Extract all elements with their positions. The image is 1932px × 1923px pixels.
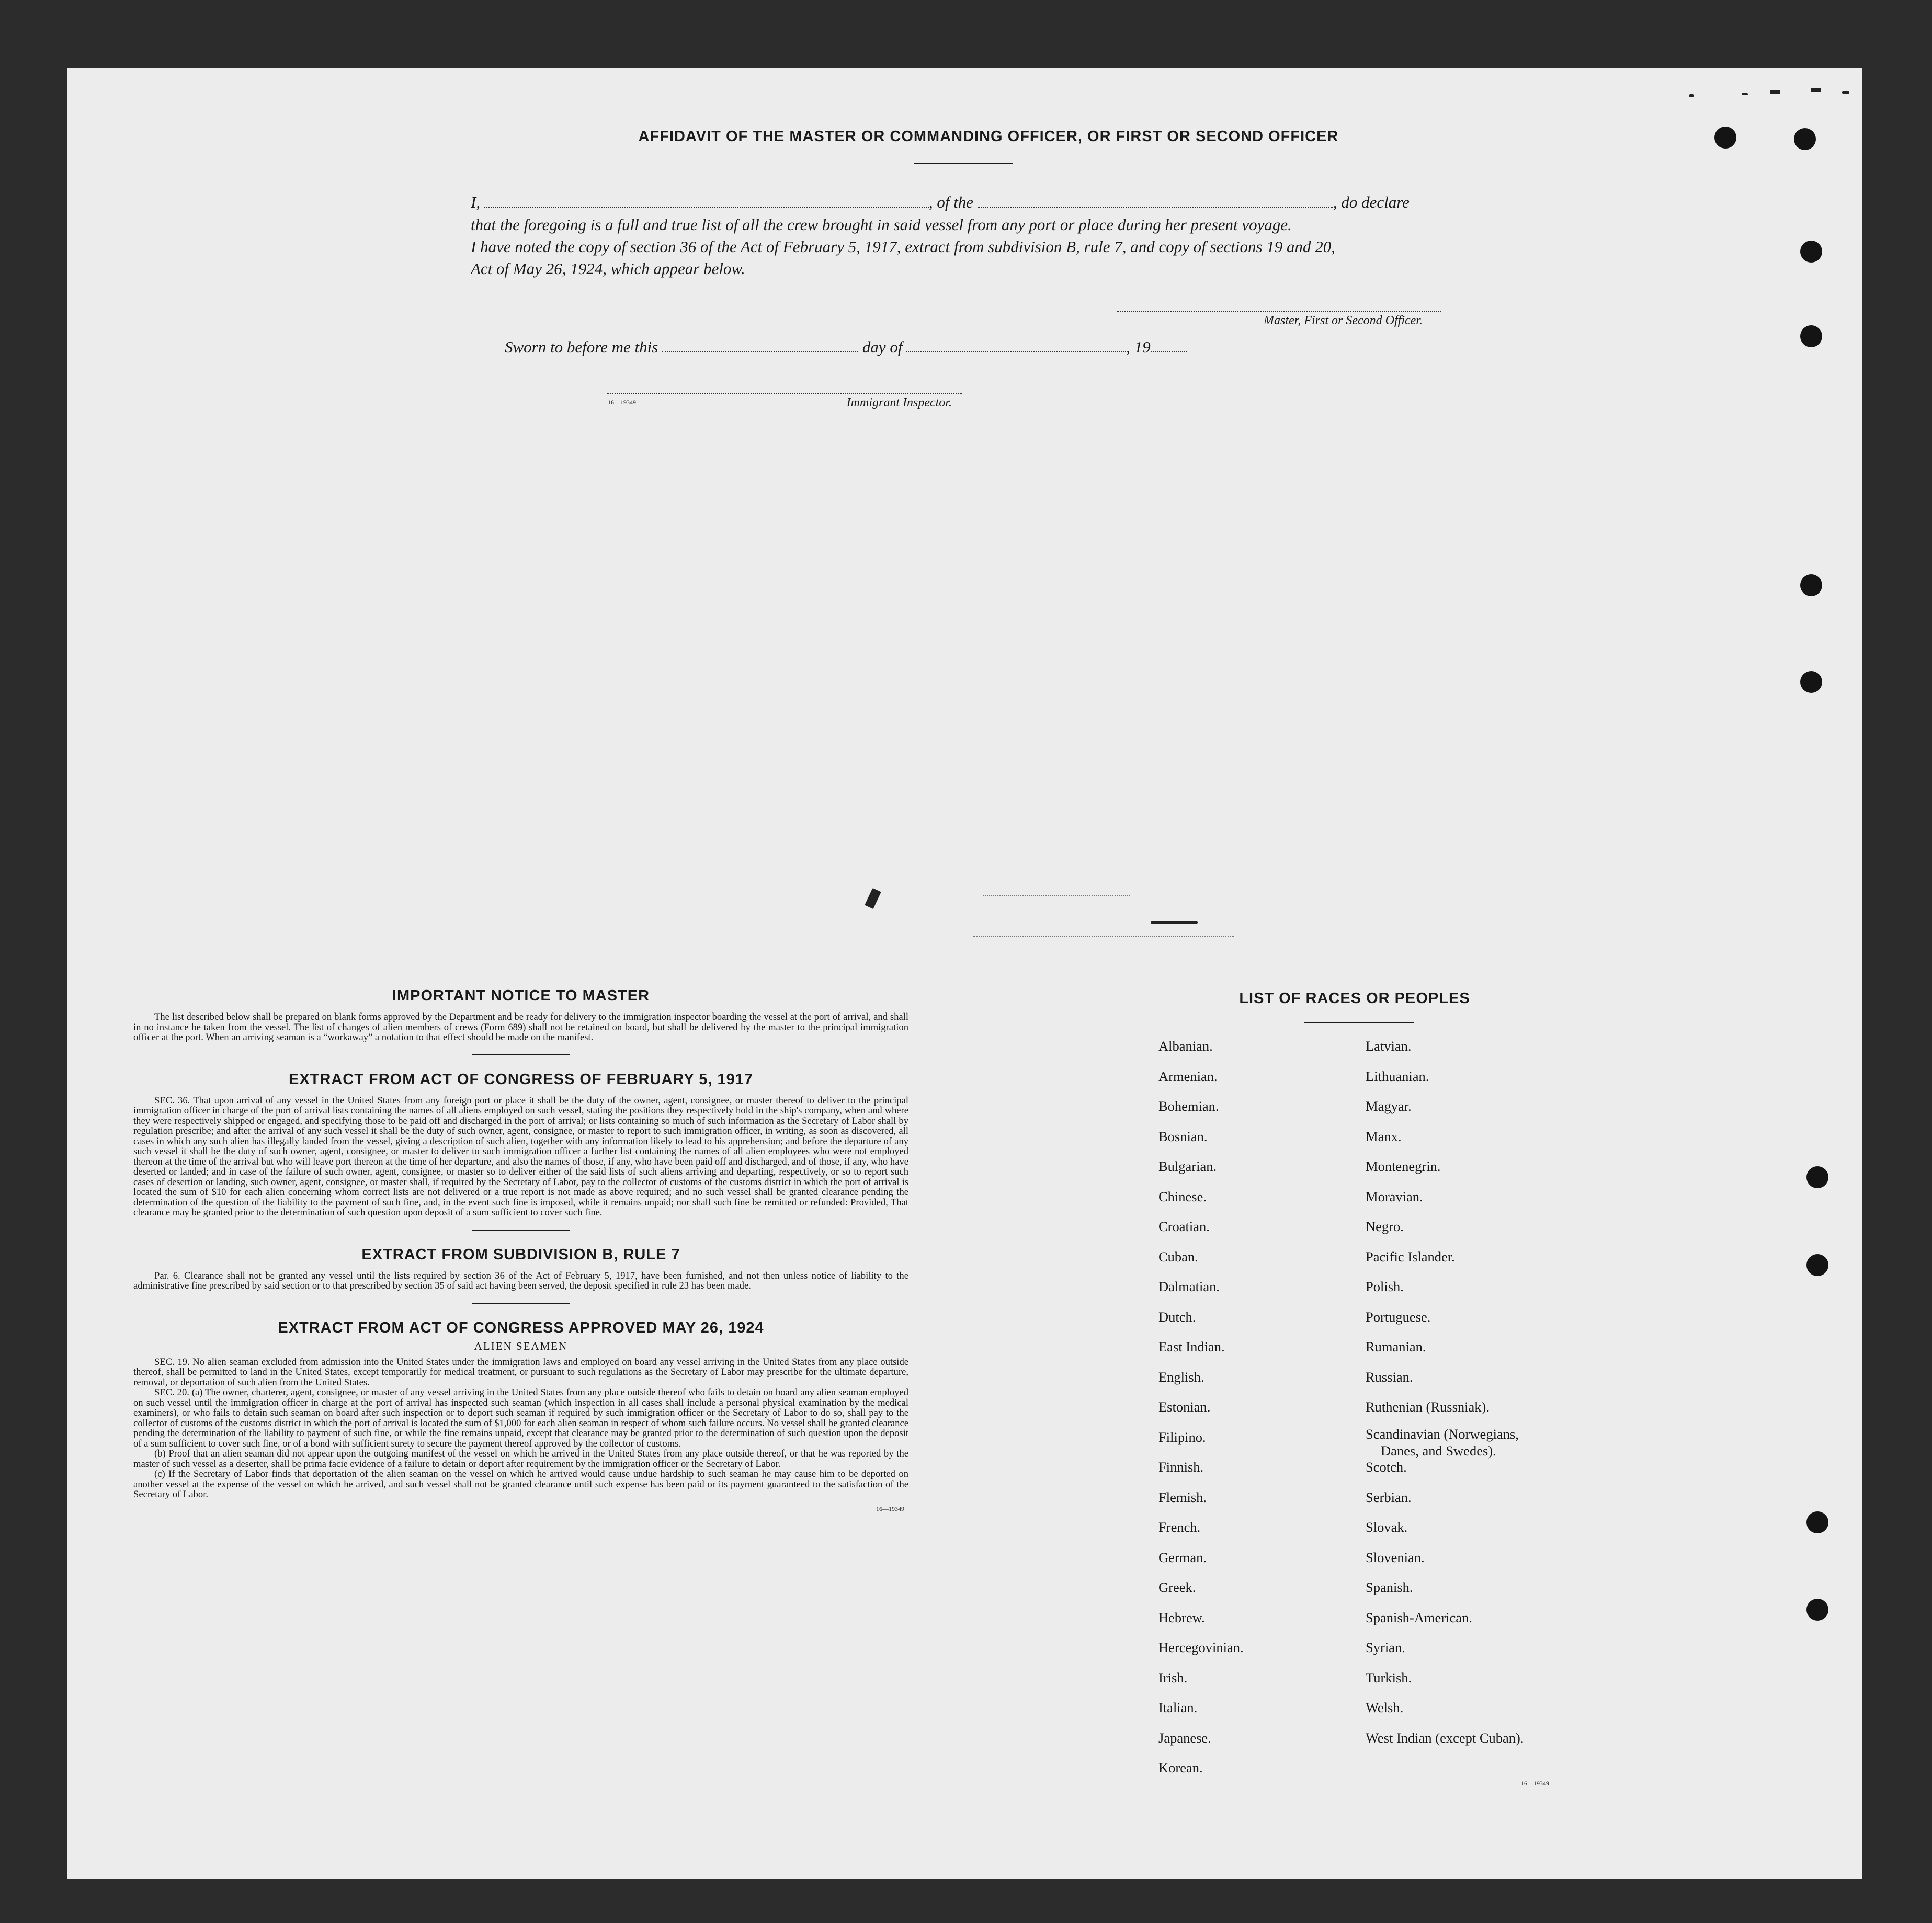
race-item: Turkish. [1366,1669,1412,1686]
race-item: Irish. [1158,1669,1188,1686]
section-rule [472,1303,570,1304]
notice-body [133,1012,908,1043]
signature-blank[interactable] [1117,311,1441,312]
race-item: Flemish. [1158,1489,1207,1505]
race-item: Japanese. [1158,1729,1211,1746]
race-item: Dalmatian. [1158,1279,1220,1294]
regulations-column [133,987,908,1513]
race-item: West Indian (except Cuban). [1366,1729,1524,1746]
title-rule [914,163,1013,164]
race-item: Moravian. [1366,1188,1423,1204]
declarant-name-blank[interactable] [484,194,929,208]
extract-1917-title: EXTRACT FROM ACT OF CONGRESS OF FEBRUARY 5, 1917 [288,1071,754,1088]
sec-20b-paragraph: (b) Proof that an alien seaman did not appear upon the outgoing manifest of the vessel on which he arrived in the United States from any place outside thereof, or that he was reported by the master of such vessel as a deserter, shall be prima facie evidence of a failure to detain or deport after requirement by the immigration officer or the Secretary of Labor. [133,1448,908,1470]
form-number: 16—19349 [1521,1780,1549,1787]
punch-hole [1806,1166,1828,1188]
notice-paragraph: The list described below shall be prepared on blank forms approved by the Department and be ready for delivery to the immigration inspector boarding the vessel at the port of arrival, and shall in no instance be taken from the vessel. The list of changes of alien members of crews (Form 689) shall not be retained on board, but shall be delivered by the master to the principal immigration officer at the port. When an arriving seaman is a “workaway” a notation to that effect should be made on the manifest. [133,1011,908,1043]
race-item: Manx. [1366,1128,1402,1144]
race-item: English. [1158,1369,1204,1385]
sec-20c-paragraph: (c) If the Secretary of Labor finds that deportation of the alien seaman on the vessel on which he arrived would cause undue hardship to such seaman he may cause him to be deported on another vessel at the expense of the vessel on which he arrived, and such vessel shall not be granted clearance until such expense has been paid or its payment guaranteed to the satisfaction of the Secretary of Labor. [133,1469,908,1500]
sworn-month-blank[interactable] [906,339,1126,352]
race-item: Polish. [1366,1279,1404,1294]
year-label: , 19 [1126,338,1151,356]
punch-hole [1800,671,1822,693]
punch-hole [1800,241,1822,263]
race-item: Bulgarian. [1158,1158,1217,1174]
sec-19-paragraph: SEC. 19. No alien seaman excluded from admission into the United States under the immigration laws and employed on board any vessel arriving in the United States from any place outside thereof, shall be permitted to land in the United States, except temporarily for medical treatment, or pursuant to such regulations as the Secretary of Labor may prescribe for the ultimate departure, removal, or deportation of such alien from the United States. [133,1356,908,1388]
section-rule [472,1230,570,1231]
sworn-year-blank[interactable] [1151,339,1187,352]
race-item: Chinese. [1158,1188,1207,1204]
race-item: Spanish-American. [1366,1609,1472,1625]
race-item: German. [1158,1549,1207,1565]
extract-1924-title: EXTRACT FROM ACT OF CONGRESS APPROVED MAY 26, 1924 [278,1319,764,1336]
sworn-day-blank[interactable] [662,339,858,352]
notice-title: IMPORTANT NOTICE TO MASTER [392,987,650,1004]
race-item: Dutch. [1158,1308,1196,1325]
race-item: French. [1158,1519,1201,1535]
race-item: Italian. [1158,1700,1198,1715]
race-item: Montenegrin. [1366,1158,1441,1174]
race-item: Danes, and Swedes). [1381,1442,1496,1459]
inspector-signature-blank[interactable] [607,393,962,394]
race-item: Scotch. [1366,1459,1407,1475]
race-item: Welsh. [1366,1700,1404,1715]
race-item: Rumanian. [1366,1339,1426,1355]
declarant-label: I, [471,193,481,211]
race-item: Syrian. [1366,1640,1405,1655]
punch-hole [1800,574,1822,596]
speck [1151,921,1198,924]
form-number: 16—19349 [876,1505,904,1512]
race-item: Albanian. [1158,1038,1213,1054]
race-item: Finnish. [1158,1459,1204,1475]
speck [1842,91,1849,94]
declaration-line-4: Act of May 26, 1924, which appear below. [471,259,745,278]
speck [1770,90,1780,94]
do-declare-label: , do declare [1333,193,1410,211]
race-item: Hebrew. [1158,1609,1205,1625]
race-item: Lithuanian. [1366,1068,1429,1084]
race-item: Slovenian. [1366,1549,1425,1565]
sworn-label: Sworn to before me this [505,338,658,356]
race-item: Magyar. [1366,1098,1412,1114]
declaration-line-3: I have noted the copy of section 36 of the Act of February 5, 1917, extract from subdivision B, rule 7, and copy of sections 19 and 20, [471,237,1336,256]
par-6-paragraph: Par. 6. Clearance shall not be granted any vessel until the lists required by section 36 of the Act of February 5, 1917, have been furnished, and not then unless notice of liability to the administrative fine prescribed by said section or to that prescribed by section 35 of said act having been served, the deposit specified in rule 23 has been made. [133,1270,908,1291]
race-item: East Indian. [1158,1339,1225,1355]
vessel-name-blank[interactable] [978,194,1333,208]
race-item: Slovak. [1366,1519,1408,1535]
punch-hole [1714,127,1736,149]
smudge-mark [983,895,1130,896]
race-item: Cuban. [1158,1248,1198,1265]
day-of-label: day of [862,338,903,356]
declaration-line-1 [471,192,1410,213]
of-the-label: , of the [928,193,974,211]
punch-hole [1794,128,1816,150]
punch-hole [1800,325,1822,347]
race-item: Hercegovinian. [1158,1640,1244,1655]
race-item: Ruthenian (Russniak). [1366,1399,1490,1415]
extract-rule7-body [133,1271,908,1291]
extract-1917-body [133,1096,908,1218]
race-item: Estonian. [1158,1399,1211,1415]
race-item: Scandinavian (Norwegians, [1366,1426,1519,1442]
punch-hole [1806,1599,1828,1621]
sworn-line [505,337,1187,358]
race-item: Bosnian. [1158,1128,1208,1144]
extract-rule7-title: EXTRACT FROM SUBDIVISION B, RULE 7 [361,1246,680,1263]
form-number: 16—19349 [608,399,636,406]
alien-seamen-subtitle: ALIEN SEAMEN [474,1339,568,1352]
race-item: Croatian. [1158,1219,1210,1234]
race-item: Portuguese. [1366,1308,1431,1325]
sec-20a-paragraph: SEC. 20. (a) The owner, charterer, agent, consignee, or master of any vessel arriving in the United States from any place outside thereof who fails to detain on board any alien seaman employed on such vessel until the immigration officer in charge at the port of arrival has inspected such seaman (which inspection in all cases shall include a personal physical examination by the medical examiners), or who fails to detain such seaman on board after such inspection or to deport such seaman if required by such immigration officer or the Secretary of Labor to do so, shall pay to the collector of customs of the customs district in which the port of arrival is located the sum of $1,000 for each alien seaman in respect of whom such failure occurs. No vessel shall be granted clearance pending the determination of the liability to payment of such fine, or while the fine remains unpaid, except that clearance may be granted prior to the determination of such question upon the deposit of a sum sufficient to cover such fine, or of a bond with sufficient surety to secure the payment thereof approved by the collector of customs. [133,1387,908,1449]
race-item: Pacific Islander. [1366,1248,1455,1265]
speck [1742,93,1748,95]
signature-caption: Master, First or Second Officer. [1264,314,1423,327]
speck [1811,88,1821,92]
race-item: Spanish. [1366,1579,1413,1595]
section-rule [472,1054,570,1055]
race-item: Russian. [1366,1369,1413,1385]
race-item: Latvian. [1366,1038,1412,1054]
race-item: Negro. [1366,1219,1404,1234]
affidavit-title: AFFIDAVIT OF THE MASTER OR COMMANDING OFFICER, OR FIRST OR SECOND OFFICER [638,128,1339,145]
race-item: Armenian. [1158,1068,1218,1084]
race-item: Filipino. [1158,1429,1206,1445]
inspector-caption: Immigrant Inspector. [846,396,952,409]
race-item: Serbian. [1366,1489,1412,1505]
punch-hole [1806,1511,1828,1533]
smudge-mark [973,936,1234,937]
declaration-line-2: that the foregoing is a full and true list of all the crew brought in said vessel from any port or place during her present voyage. [471,215,1292,234]
race-item: Greek. [1158,1579,1196,1595]
extract-1924-body [133,1357,908,1500]
punch-hole [1806,1254,1828,1276]
races-title: LIST OF RACES OR PEOPLES [1239,990,1470,1007]
races-rule [1304,1022,1414,1023]
race-item: Korean. [1158,1760,1203,1776]
sec-36-paragraph: SEC. 36. That upon arrival of any vessel in the United States from any foreign port or place it shall be the duty of the owner, agent, consignee, or master thereof to deliver to the principal immigration officer in charge of the port of arrival lists containing the names of all aliens employed on such vessel, stating the positions they respectively hold in the ship's company, when and where they were respectively shipped or engaged, and specifying those to be paid off and discharged in the port of arrival; or lists containing so much of such information as the Secretary of Labor shall by regulation prescribe; and after the arrival of any such vessel it shall be the duty of such owner, agent, consignee, or master to report to such immigration officer, in writing, as soon as discovered, all cases in which any such alien has illegally landed from the vessel, giving a description of such alien, together with any information likely to lead to his apprehension; and before the departure of any such vessel it shall be the duty of such owner, agent, consignee, or master to deliver to such immigration officer a further list containing the names of all alien employees who were not employed thereon at the time of the arrival but who will leave port thereon at the time of her departure, and also the names of those, if any, who have been paid off and discharged, and of those, if any, who have deserted or landed; and in case of the failure of such owner, agent, consignee, or master so to deliver either of the said lists of such aliens arriving and departing, respectively, or so to report such cases of desertion or landing, such owner, agent, consignee, or master shall, if required by the Secretary of Labor, pay to the collector of customs of the customs district in which the port of arrival is located the sum of $10 for each alien concerning whom correct lists are not delivered or a true report is not made as above required; and no such vessel shall be granted clearance pending the determination of the question of the liability to the payment of such fine, and, in the event such fine is imposed, while it remains unpaid; nor shall such fine be remitted or refunded: Provided, That clearance may be granted prior to the determination of such question upon deposit of a sum sufficient to cover such fine. [133,1095,908,1218]
race-item: Bohemian. [1158,1098,1219,1114]
speck [1689,94,1694,97]
